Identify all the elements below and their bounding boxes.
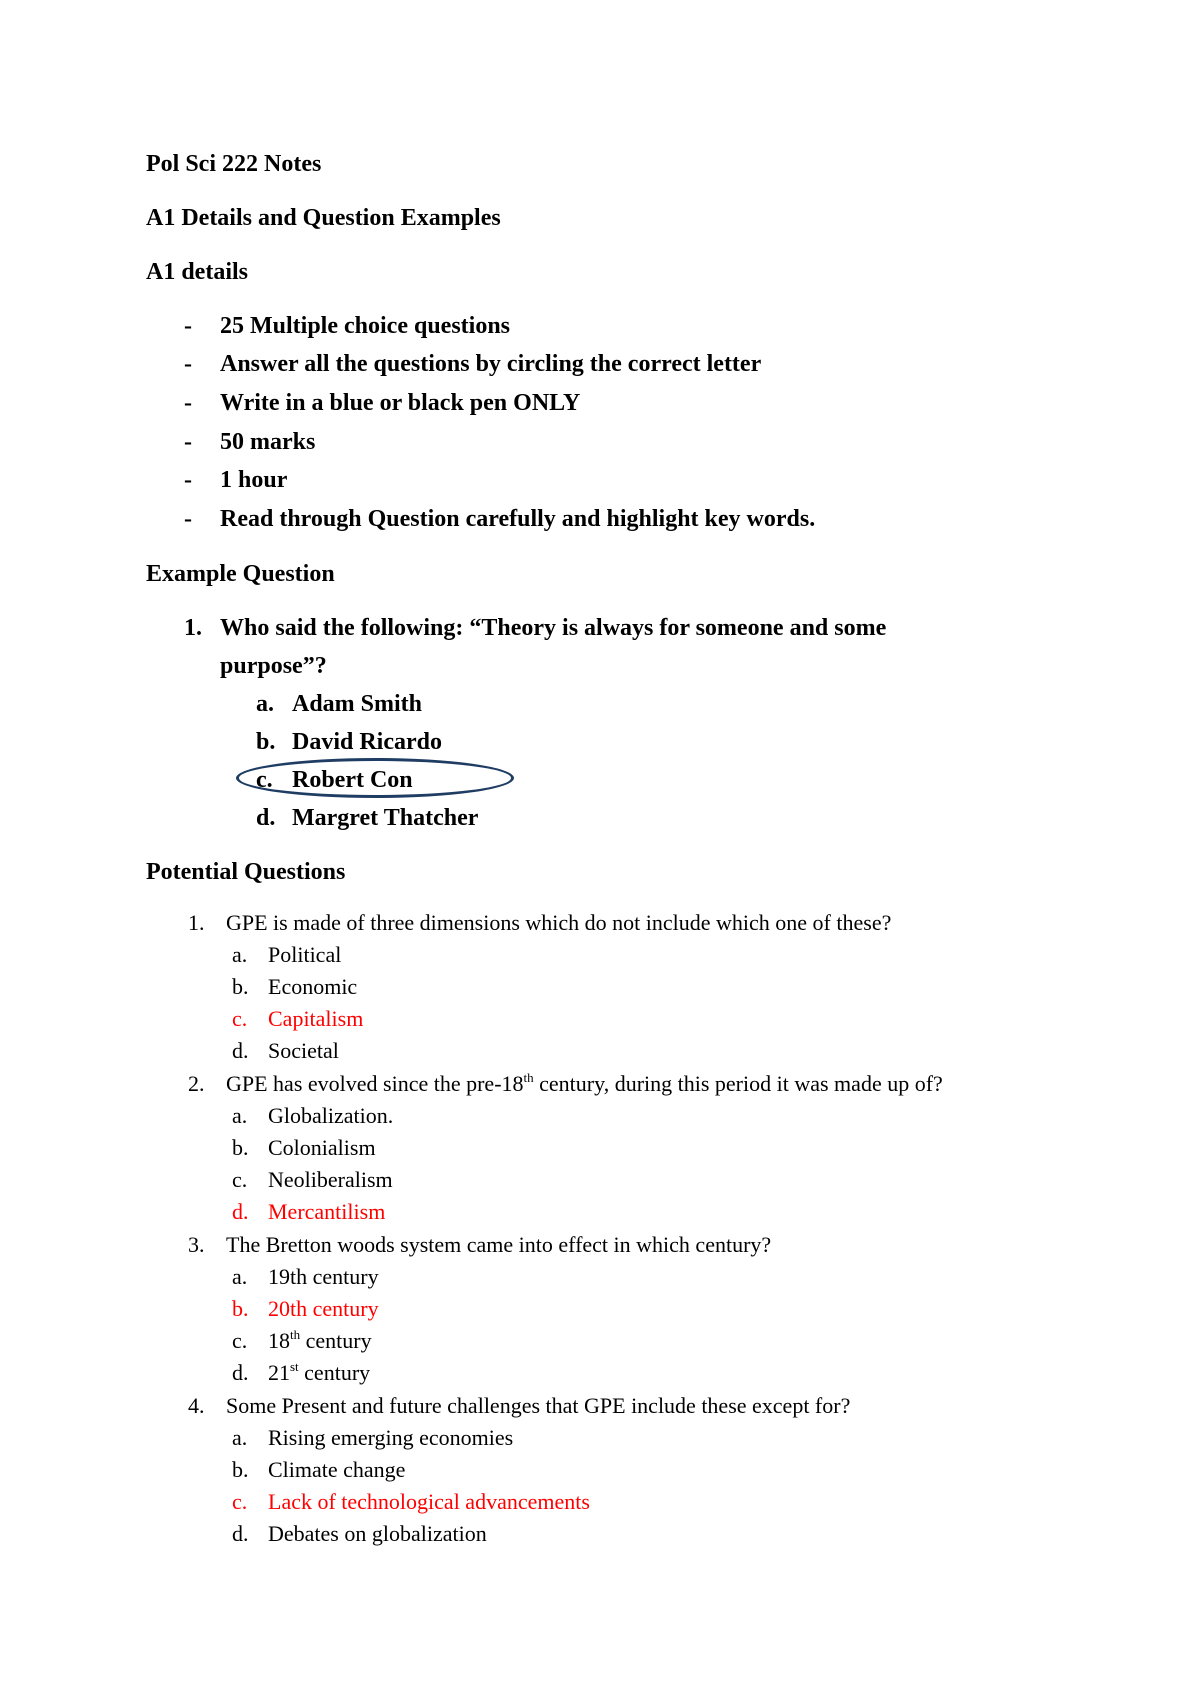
option-letter: b. [232, 1296, 249, 1321]
option-letter: d. [256, 805, 276, 831]
option-text-answer: 20th century [268, 1296, 379, 1321]
bullet-dash: - [184, 467, 192, 493]
details-heading: A1 details [146, 259, 248, 285]
option-letter: a. [256, 691, 274, 717]
potential-heading: Potential Questions [146, 859, 346, 885]
question-text: GPE is made of three dimensions which do not include which one of these? [226, 910, 892, 935]
option-text: Globalization. [268, 1103, 394, 1128]
bullet-dash: - [184, 313, 192, 339]
option-letter: c. [232, 1167, 248, 1192]
option-letter: d. [232, 1199, 249, 1224]
bullet-dash: - [184, 429, 192, 455]
option-letter: c. [256, 767, 273, 793]
option-text-answer: Mercantilism [268, 1199, 386, 1224]
bullet-dash: - [184, 390, 192, 416]
bullet-dash: - [184, 351, 192, 377]
question-text-cont: purpose”? [220, 653, 327, 679]
option-letter: b. [232, 1457, 249, 1482]
option-letter: b. [232, 974, 249, 999]
question-text: Who said the following: “Theory is always for someone and some [220, 615, 887, 641]
option-text: Margret Thatcher [292, 805, 479, 831]
option-letter: a. [232, 1264, 248, 1289]
option-letter: c. [232, 1489, 248, 1514]
option-text: Societal [268, 1038, 339, 1063]
question-number: 3. [188, 1232, 205, 1257]
option-letter: c. [232, 1006, 248, 1031]
question-number: 1. [184, 615, 202, 641]
option-text: 21st century [268, 1359, 371, 1385]
option-letter: b. [232, 1135, 249, 1160]
question-number: 1. [188, 910, 205, 935]
option-text: Robert Con [292, 767, 413, 793]
option-text: Rising emerging economies [268, 1425, 514, 1450]
option-text: Adam Smith [292, 691, 423, 717]
doc-subtitle: A1 Details and Question Examples [146, 205, 501, 231]
option-letter: d. [232, 1038, 249, 1063]
option-letter: d. [232, 1360, 249, 1385]
detail-text: 25 Multiple choice questions [220, 313, 511, 339]
option-text-answer: Lack of technological advancements [268, 1489, 590, 1514]
doc-title: Pol Sci 222 Notes [146, 151, 322, 177]
question-text: GPE has evolved since the pre-18th century, during this period it was made up of? [226, 1070, 943, 1096]
detail-text: Read through Question carefully and highlight key words. [220, 506, 816, 532]
option-letter: a. [232, 942, 248, 967]
option-letter: b. [256, 729, 276, 755]
option-text: Climate change [268, 1457, 406, 1482]
option-text: Economic [268, 974, 358, 999]
detail-text: Answer all the questions by circling the correct letter [220, 351, 762, 377]
answer-circle [236, 758, 514, 798]
question-text: Some Present and future challenges that GPE include these except for? [226, 1393, 851, 1418]
detail-text: Write in a blue or black pen ONLY [220, 390, 581, 416]
option-text: Political [268, 942, 342, 967]
option-text: Neoliberalism [268, 1167, 393, 1192]
question-number: 4. [188, 1393, 205, 1418]
option-text: Colonialism [268, 1135, 376, 1160]
question-number: 2. [188, 1071, 205, 1096]
option-text: 19th century [268, 1264, 379, 1289]
example-heading: Example Question [146, 561, 335, 587]
option-letter: c. [232, 1328, 248, 1353]
option-letter: a. [232, 1425, 248, 1450]
bullet-dash: - [184, 506, 192, 532]
option-text-answer: Capitalism [268, 1006, 364, 1031]
detail-text: 50 marks [220, 429, 316, 455]
question-text: The Bretton woods system came into effect in which century? [226, 1232, 772, 1257]
detail-text: 1 hour [220, 467, 288, 493]
option-text: 18th century [268, 1327, 372, 1353]
option-text: David Ricardo [292, 729, 442, 755]
option-text: Debates on globalization [268, 1521, 487, 1546]
option-letter: d. [232, 1521, 249, 1546]
option-letter: a. [232, 1103, 248, 1128]
